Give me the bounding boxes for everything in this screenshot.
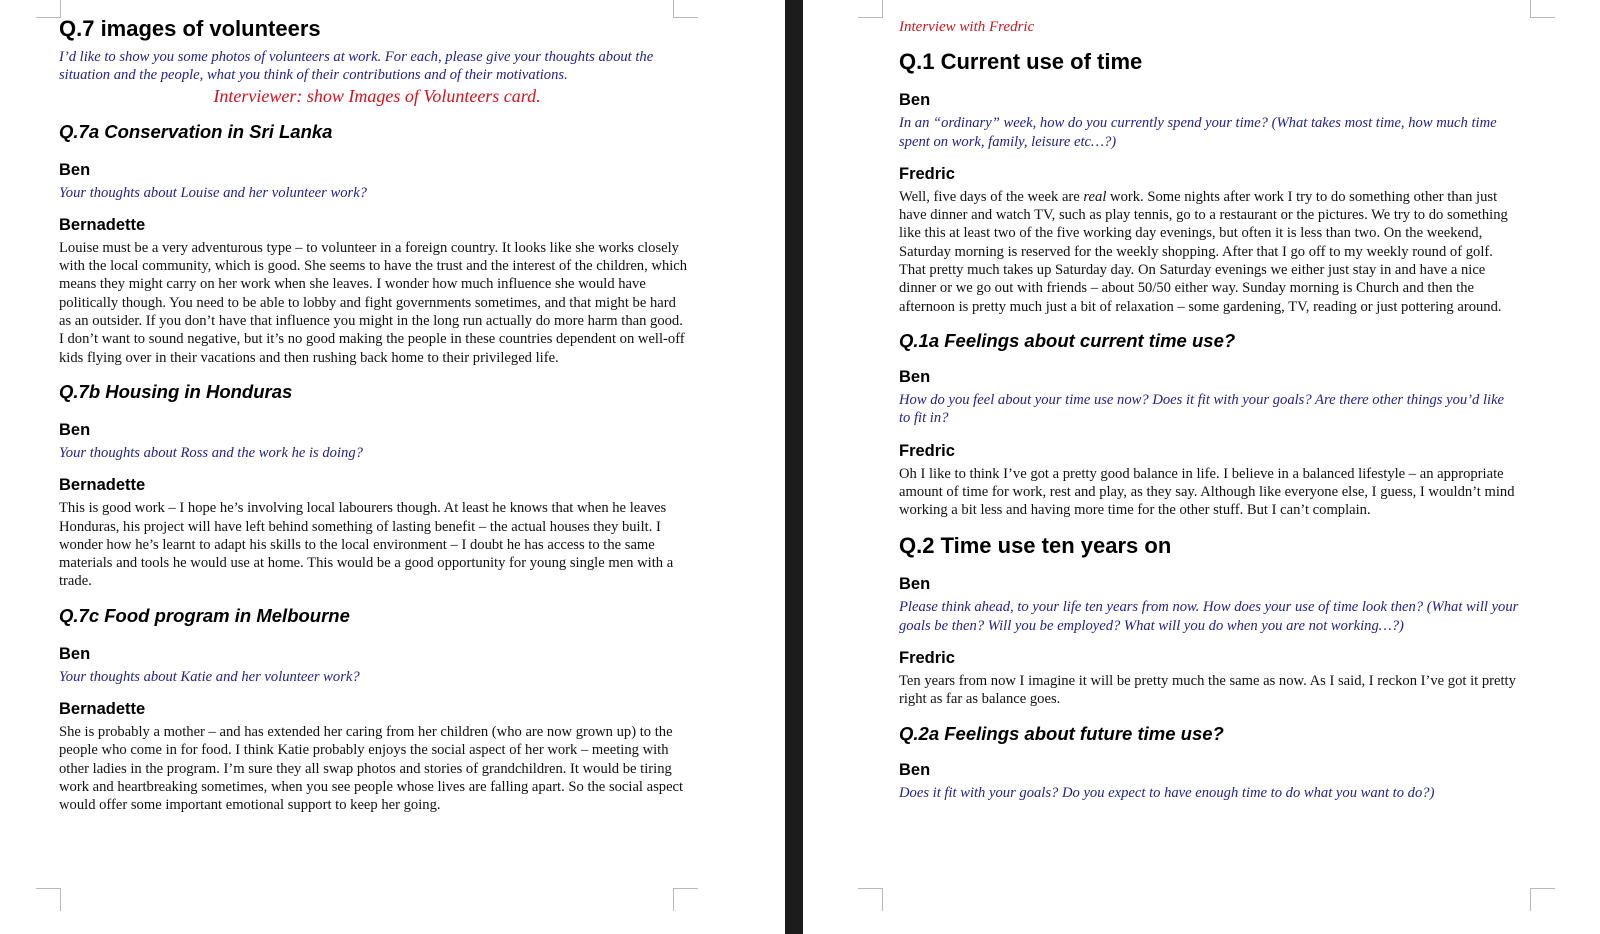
q1-answer-emphasis: real: [1083, 188, 1107, 205]
q7c-interviewer: Ben: [59, 644, 91, 663]
q2-respondent: Fredric: [899, 649, 955, 668]
q1a-question: How do you feel about your time use now? Does it fit with your goals? Are there other things you’d like to fit in?: [899, 391, 1505, 427]
q1-title: Q.1 Current use of time: [899, 49, 1143, 75]
q2a-heading: Q.2a Feelings about future time use?: [899, 722, 1224, 744]
q7a-heading: Q.7a Conservation in Sri Lanka: [59, 120, 333, 142]
q1-interviewer: Ben: [899, 91, 931, 110]
q1a-answer: Oh I like to think I’ve got a pretty good balance in life. I believe in a balanced lifestyle – an appropriate amount of time for work, rest and play, as they say. Although like everyone else, I guess, I wouldn’t mind working a bit less and having more time for the other stuff. But I can’t complain.: [899, 465, 1515, 519]
q7b-heading: Q.7b Housing in Honduras: [59, 380, 293, 402]
q1-answer-part2: work. Some nights after work I try to do something other than just have dinner and watch TV, such as play tennis, go to a restaurant or the pictures. We try to do something like this at least two of the five working day evenings, but often it is less than two. On the weekend, Saturday morning is reserved for the weekly shopping. After that I go off to my weekly round of golf. That pretty much takes up Saturday day. On Saturday evenings we either just stay in and have a nice dinner or we go out with friends – about 50/50 either way. Sunday morning is Church and then the afternoon is pretty much just a bit of relaxation – some gardening, TV, reading or just pottering around.: [899, 188, 1508, 315]
q7a-answer: Louise must be a very adventurous type – to volunteer in a foreign country. It looks like she works closely with the local community, which is good. She seems to have the trust and the interest of the children, which means they might carry on her work when she leaves. I wonder how much influence she would have politically though. You need to be able to lobby and fight governments sometimes, and that might be hard as an outsider. If you don’t have that influence you might in the long run actually do more harm than good. I don’t want to sound negative, but it’s no good making the people in these countries dependent on well-off kids flying over in their vacations and then rushing back home to their privileged life.: [59, 239, 688, 366]
q1-answer-part1: Well, five days of the week are: [899, 188, 1084, 205]
q7-instruction: Interviewer: show Images of Volunteers card.: [213, 85, 541, 106]
corner-mark: [858, 0, 883, 18]
q2a-question: Does it fit with your goals? Do you expect to have enough time to do what you want to do?): [899, 784, 1435, 801]
q2-answer: Ten years from now I imagine it will be pretty much the same as now. As I said, I reckon I’ve got it pretty right as far as balance goes.: [899, 673, 1516, 708]
q7c-heading: Q.7c Food program in Melbourne: [59, 604, 350, 626]
corner-mark: [36, 888, 61, 911]
q1-answer: [899, 188, 1519, 316]
q7c-answer: She is probably a mother – and has extended her caring from her children (who are now grown up) to the people who come in for food. I think Katie probably enjoys the social aspect of her work – meeting with other ladies in the program. I’m sure they all swap photos and stories of grandchildren. It would be tiring work and heartbreaking sometimes, when you see people whose lives are falling apart. So the social aspect would offer some important emotional support to keep her going.: [59, 724, 684, 814]
q7a-question: Your thoughts about Louise and her volunteer work?: [59, 184, 367, 201]
q1-respondent: Fredric: [899, 164, 955, 183]
q7b-answer: This is good work – I hope he’s involving local labourers though. At least he knows that when he leaves Honduras, his project will have left behind something of lasting benefit – the actual houses they built. I wonder how he’s learnt to adapt his skills to the local environment – I doubt he has access to the same materials and tools he would use at home. This would be a good opportunity for young single men with a trade.: [59, 500, 674, 590]
q7c-respondent: Bernadette: [59, 700, 146, 719]
corner-mark: [1530, 0, 1555, 18]
corner-mark: [673, 888, 698, 911]
left-page-content: [59, 16, 699, 815]
corner-mark: [36, 0, 61, 18]
q7b-respondent: Bernadette: [59, 476, 146, 495]
page-divider: [785, 0, 803, 934]
q1a-heading: Q.1a Feelings about current time use?: [899, 329, 1236, 351]
q1a-interviewer: Ben: [899, 367, 931, 386]
q2-interviewer: Ben: [899, 575, 931, 594]
q2-question: Please think ahead, to your life ten years from now. How does your use of time look then? (What will your goals be then? Will you be employed? What will you do when you are not working…?): [899, 599, 1519, 634]
q7b-interviewer: Ben: [59, 420, 91, 439]
q7-intro: I’d like to show you some photos of volunteers at work. For each, please give your thoughts about the situation and the people, what you think of their contributions and of their motivations.: [59, 49, 654, 84]
interview-label: Interview with Fredric: [899, 19, 1035, 35]
q7a-respondent: Bernadette: [59, 215, 146, 234]
left-page: [0, 0, 785, 934]
q2-title: Q.2 Time use ten years on: [899, 533, 1172, 559]
q2a-interviewer: Ben: [899, 760, 931, 779]
corner-mark: [858, 888, 883, 911]
q1-question: In an “ordinary” week, how do you currently spend your time? (What takes most time, how much time spent on work, family, leisure etc…?): [899, 115, 1497, 150]
right-page-content: [899, 18, 1519, 802]
q7b-question: Your thoughts about Ross and the work he is doing?: [59, 444, 363, 461]
q7a-interviewer: Ben: [59, 160, 91, 179]
q7-title: Q.7 images of volunteers: [59, 16, 321, 41]
q1a-respondent: Fredric: [899, 441, 955, 460]
q7c-question: Your thoughts about Katie and her volunteer work?: [59, 668, 360, 685]
corner-mark: [1530, 888, 1555, 911]
